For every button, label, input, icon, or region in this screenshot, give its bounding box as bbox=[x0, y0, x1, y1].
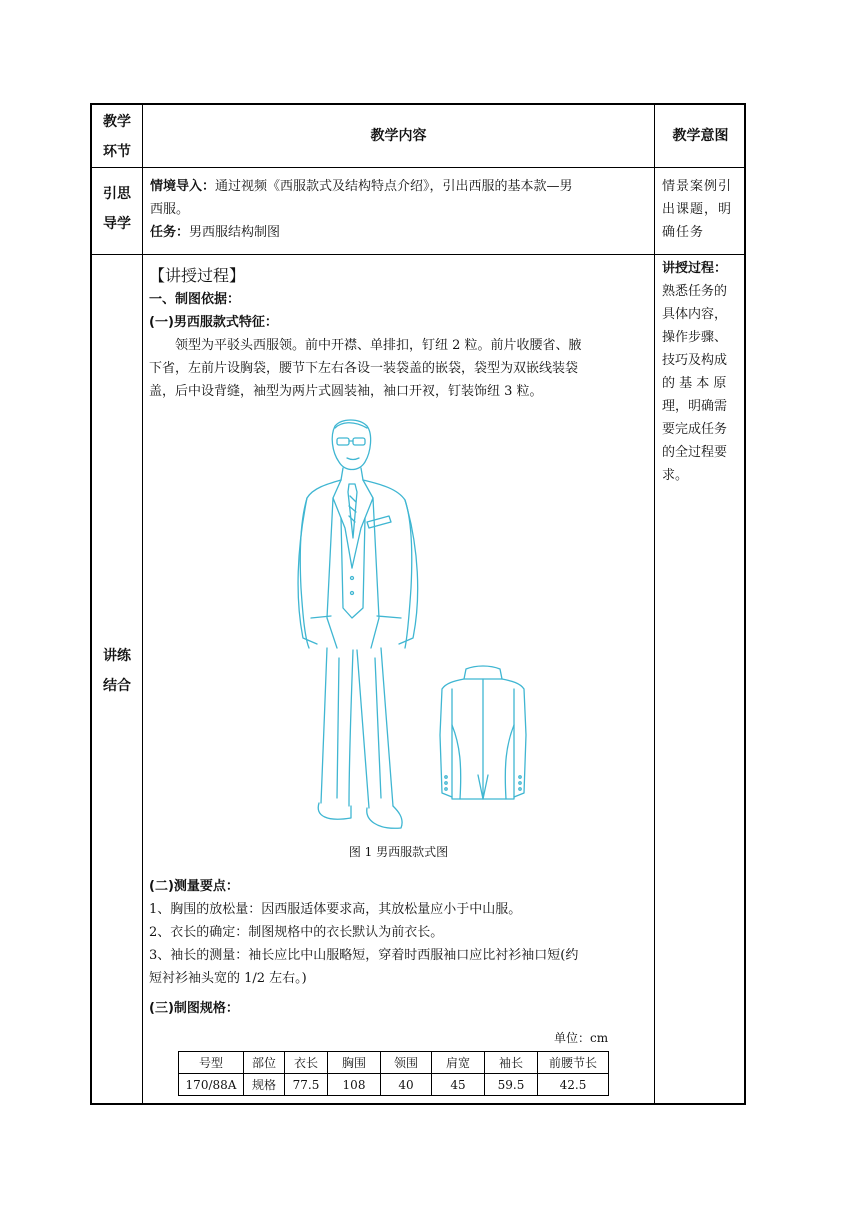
spec-table bbox=[178, 1051, 609, 1096]
intro-label: 情境导入： bbox=[150, 179, 216, 194]
heading-style: (一)男西服款式特征： bbox=[149, 315, 278, 330]
row-divider-2 bbox=[92, 254, 744, 255]
header-content: 教学内容 bbox=[370, 128, 427, 144]
heading-spec: (三)制图规格： bbox=[149, 1001, 239, 1016]
intro-content: 情境导入：通过视频《西服款式及结构特点介绍》，引出西服的基本款—男 西服。 任务：男西服结构制图 bbox=[150, 179, 573, 240]
figure-caption: 图 1 男西服款式图 bbox=[348, 845, 449, 859]
measure-points: 1、胸围的放松量：因西服适体要求高，其放松量应小于中山服。 2、衣长的确定：制图规格中的衣长默认为前衣长。 3、袖长的测量：袖长应比中山服略短，穿着时西服袖口应比衬衫袖口短(约 短衬衫袖头宽的 1/2 左右。) bbox=[149, 902, 579, 986]
stage-practice: 讲练 结合 bbox=[103, 648, 131, 694]
intro-intent: 情景案例引 出课题，明 确任务 bbox=[662, 179, 733, 240]
lesson-table bbox=[90, 103, 746, 1105]
spec-header-row: 号型 部位 衣长 胸围 领围 肩宽 袖长 前腰节长 bbox=[179, 1052, 609, 1074]
heading-measure: (二)测量要点： bbox=[149, 879, 239, 894]
unit-label: 单位：cm bbox=[554, 1031, 609, 1045]
heading-basis: 一、制图依据： bbox=[149, 292, 241, 307]
intent-label: 讲授过程： bbox=[662, 261, 728, 276]
suit-back-sketch bbox=[438, 665, 528, 807]
row-divider-1 bbox=[92, 167, 744, 168]
section-title: 【讲授过程】 bbox=[149, 266, 246, 285]
stage-intro: 引思 导学 bbox=[103, 186, 131, 232]
task-label: 任务： bbox=[150, 225, 190, 240]
spec-value-row: 170/88A 规格 77.5 108 40 45 59.5 42.5 bbox=[179, 1074, 609, 1096]
header-intent: 教学意图 bbox=[672, 128, 729, 144]
practice-intent: 讲授过程： 熟悉任务的 具体内容， 操作步骤、 技巧及构成 的 基 本 原 理，明确需 要完成任务 的全过程要 求。 bbox=[662, 257, 746, 487]
header-stage: 教学 环节 bbox=[103, 114, 131, 160]
style-description: 领型为平驳头西服领。前中开襟、单排扣，钉纽 2 粒。前片收腰省、腋 下省，左前片设胸袋，腰节下左右各设一装袋盖的嵌袋，袋型为双嵌线装袋 盖，后中设背缝，袖型为两片式圆装袖，袖口开衩，钉装饰纽 3 粒。 bbox=[149, 338, 582, 399]
